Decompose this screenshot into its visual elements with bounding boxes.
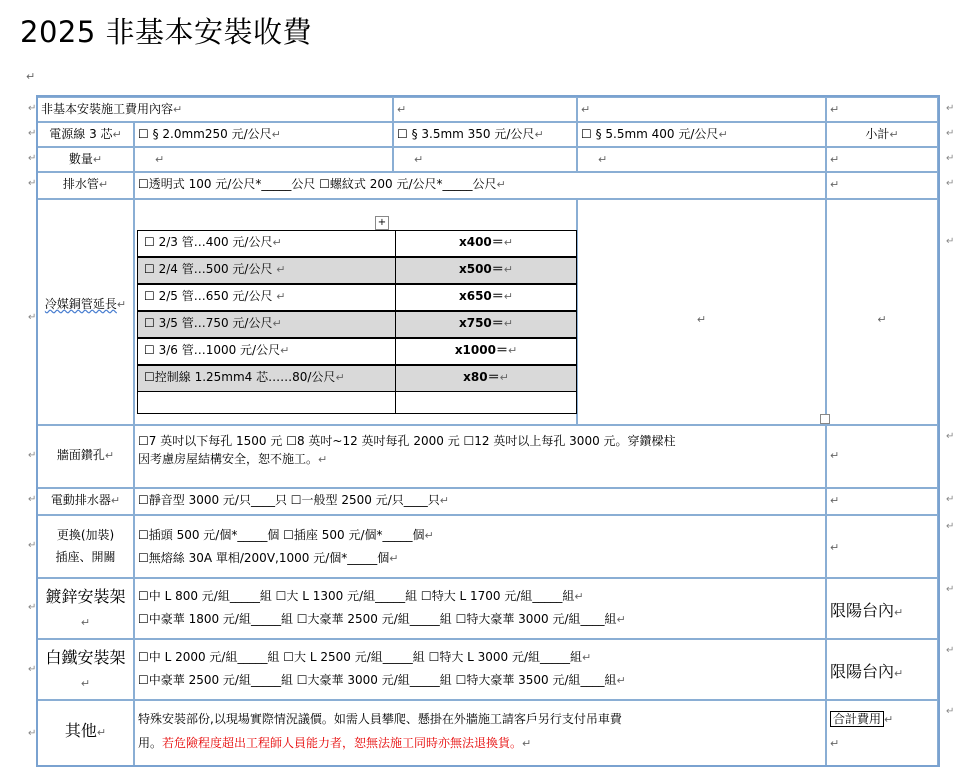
quantity-cell[interactable]: ↵ xyxy=(577,147,826,172)
iron-options-line-2: ☐中豪華 2500 元/組_____組 ☐大豪華 3000 元/組_____組 ☐特大豪華 3500 元/組____組 xyxy=(138,673,617,687)
plug-options-line-2: ☐無熔絲 30A 單相/200V,1000 元/個*_____個 xyxy=(138,551,390,565)
row-mark: ↵ xyxy=(946,494,955,505)
copper-row-calc[interactable]: x500＝↵ xyxy=(395,257,577,284)
plug-label xyxy=(37,515,134,578)
copper-row-calc[interactable]: x650＝↵ xyxy=(395,284,577,311)
quantity-cell[interactable]: ↵ xyxy=(393,147,577,172)
table-move-handle-icon[interactable]: + xyxy=(375,216,389,230)
row-mark: ↵ xyxy=(28,103,37,114)
page-title: 2025 非基本安裝收費 xyxy=(20,15,313,49)
copper-row-calc[interactable]: x750＝↵ xyxy=(395,311,577,338)
copper-row-calc[interactable]: x80＝↵ xyxy=(395,365,577,392)
copper-row-item[interactable]: ☐ 3/5 管…750 元/公尺↵ xyxy=(137,311,396,338)
row-mark: ↵ xyxy=(946,584,955,595)
row-mark: ↵ xyxy=(28,602,37,613)
row-mark: ↵ xyxy=(946,153,955,164)
plug-label-line-2: 插座、開關 xyxy=(55,550,116,564)
paragraph-mark: ↵ xyxy=(26,70,36,83)
pump-subtotal-cell[interactable]: ↵ xyxy=(826,488,938,515)
table-resize-handle-icon[interactable] xyxy=(820,414,830,424)
copper-empty-cell[interactable]: ↵ xyxy=(577,199,826,425)
copper-row-spacer xyxy=(395,392,577,414)
row-mark: ↵ xyxy=(28,312,37,323)
galv-options-line-1: ☐中 L 800 元/組_____組 ☐大 L 1300 元/組_____組 ☐特大 L 1700 元/組_____組 xyxy=(138,589,575,603)
plug-options-line-1: ☐插頭 500 元/個*_____個 ☐插座 500 元/個*_____個 xyxy=(138,528,425,542)
header-empty-cell[interactable]: ↵ xyxy=(393,97,577,122)
total-cell[interactable]: 合計費用 ↵ ↵ xyxy=(826,700,938,766)
subtotal-header: 小計↵ xyxy=(826,122,938,147)
pump-label: 電動排水器↵ xyxy=(37,488,134,515)
galv-label: 鍍鋅安裝架↵ xyxy=(37,578,134,639)
row-mark: ↵ xyxy=(946,431,955,442)
header-cell[interactable]: 非基本安裝施工費用內容↵ xyxy=(37,97,393,122)
total-label: 合計費用 xyxy=(830,711,884,727)
header-empty-cell[interactable]: ↵ xyxy=(826,97,938,122)
wall-options-line-1: ☐7 英吋以下每孔 1500 元 ☐8 英吋~12 英吋每孔 2000 元 ☐12 英吋以上每孔 3000 元。穿鑽樑柱 xyxy=(138,434,676,448)
iron-note: 限陽台內↵ xyxy=(826,639,938,700)
row-mark: ↵ xyxy=(946,645,955,656)
power-label: 電源線 3 芯↵ xyxy=(37,122,134,147)
other-warning-text: 若危險程度超出工程師人員能力者，恕無法施工同時亦無法退換貨。 xyxy=(162,736,523,750)
copper-row-item[interactable]: ☐控制線 1.25mm4 芯……80/公尺↵ xyxy=(137,365,396,392)
wall-subtotal-cell[interactable]: ↵ xyxy=(826,425,938,488)
copper-subtotal-cell[interactable]: ↵ xyxy=(826,199,938,425)
row-mark: ↵ xyxy=(28,664,37,675)
other-text-line-1: 特殊安裝部份,以現場實際情況議價。如需人員攀爬、懸掛在外牆施工請客戶另行支付吊車費 xyxy=(138,712,622,726)
copper-label: 冷媒銅管延長↵ xyxy=(37,199,134,425)
copper-row-calc[interactable]: x400＝↵ xyxy=(395,230,577,257)
wall-options[interactable]: ☐7 英吋以下每孔 1500 元 ☐8 英吋~12 英吋每孔 2000 元 ☐12 英吋以上每孔 3000 元。穿鑽樑柱 因考慮房屋結構安全，恕不施工。↵ xyxy=(134,425,826,488)
drain-subtotal-cell[interactable]: ↵ xyxy=(826,172,938,199)
row-mark: ↵ xyxy=(946,236,955,247)
iron-options[interactable]: ☐中 L 2000 元/組_____組 ☐大 L 2500 元/組_____組 ☐特大 L 3000 元/組_____組↵ ☐中豪華 2500 元/組_____組 ☐大豪華 3000 元/組_____組 ☐特大豪華 3500 元/組____組↵ xyxy=(134,639,826,700)
row-mark: ↵ xyxy=(28,128,37,139)
other-label: 其他↵ xyxy=(37,700,134,766)
row-mark: ↵ xyxy=(946,128,955,139)
drain-options[interactable]: ☐透明式 100 元/公尺*_____公尺 ☐螺紋式 200 元/公尺*_____公尺↵ xyxy=(134,172,826,199)
row-mark: ↵ xyxy=(28,450,37,461)
row-mark: ↵ xyxy=(946,103,955,114)
copper-row-item[interactable]: ☐ 3/6 管…1000 元/公尺↵ xyxy=(137,338,396,365)
iron-label: 白鐵安裝架↵ xyxy=(37,639,134,700)
row-mark: ↵ xyxy=(946,521,955,532)
drain-label: 排水管↵ xyxy=(37,172,134,199)
galv-options[interactable]: ☐中 L 800 元/組_____組 ☐大 L 1300 元/組_____組 ☐特大 L 1700 元/組_____組↵ ☐中豪華 1800 元/組_____組 ☐大豪華 2500 元/組_____組 ☐特大豪華 3000 元/組____組↵ xyxy=(134,578,826,639)
copper-row-spacer xyxy=(137,392,396,414)
row-mark: ↵ xyxy=(28,153,37,164)
row-mark: ↵ xyxy=(946,178,955,189)
quantity-cell[interactable]: ↵ xyxy=(134,147,393,172)
copper-row-item[interactable]: ☐ 2/4 管…500 元/公尺 ↵ xyxy=(137,257,396,284)
copper-row-calc[interactable]: x1000＝↵ xyxy=(395,338,577,365)
plug-label-line-1: 更換(加裝) xyxy=(56,528,115,542)
row-mark: ↵ xyxy=(28,540,37,551)
wall-label: 牆面鑽孔↵ xyxy=(37,425,134,488)
power-option-3-5mm[interactable]: ☐ § 3.5mm 350 元/公尺↵ xyxy=(393,122,577,147)
wall-options-line-2: 因考慮房屋結構安全，恕不施工。 xyxy=(138,452,319,466)
power-option-2mm[interactable]: ☐ § 2.0mm250 元/公尺↵ xyxy=(134,122,393,147)
other-text[interactable]: 特殊安裝部份,以現場實際情況議價。如需人員攀爬、懸掛在外牆施工請客戶另行支付吊車費 用。若危險程度超出工程師人員能力者，恕無法施工同時亦無法退換貨。↵ xyxy=(134,700,826,766)
iron-options-line-1: ☐中 L 2000 元/組_____組 ☐大 L 2500 元/組_____組 ☐特大 L 3000 元/組_____組 xyxy=(138,650,583,664)
row-mark: ↵ xyxy=(946,706,955,717)
header-empty-cell[interactable]: ↵ xyxy=(577,97,826,122)
pump-options[interactable]: ☐靜音型 3000 元/只____只 ☐一般型 2500 元/只____只↵ xyxy=(134,488,826,515)
galv-options-line-2: ☐中豪華 1800 元/組_____組 ☐大豪華 2500 元/組_____組 ☐特大豪華 3000 元/組____組 xyxy=(138,612,617,626)
quantity-subtotal-cell[interactable]: ↵ xyxy=(826,147,938,172)
plug-subtotal-cell[interactable]: ↵ xyxy=(826,515,938,578)
row-mark: ↵ xyxy=(28,494,37,505)
quantity-label: 數量↵ xyxy=(37,147,134,172)
row-mark: ↵ xyxy=(28,178,37,189)
other-text-line-2: 用。 xyxy=(138,736,163,750)
copper-row-item[interactable]: ☐ 2/5 管…650 元/公尺 ↵ xyxy=(137,284,396,311)
plug-options[interactable]: ☐插頭 500 元/個*_____個 ☐插座 500 元/個*_____個↵ ☐無熔絲 30A 單相/200V,1000 元/個*_____個↵ xyxy=(134,515,826,578)
power-option-5-5mm[interactable]: ☐ § 5.5mm 400 元/公尺↵ xyxy=(577,122,826,147)
copper-row-item[interactable]: ☐ 2/3 管…400 元/公尺↵ xyxy=(137,230,396,257)
row-mark: ↵ xyxy=(28,728,37,739)
galv-note: 限陽台內↵ xyxy=(826,578,938,639)
